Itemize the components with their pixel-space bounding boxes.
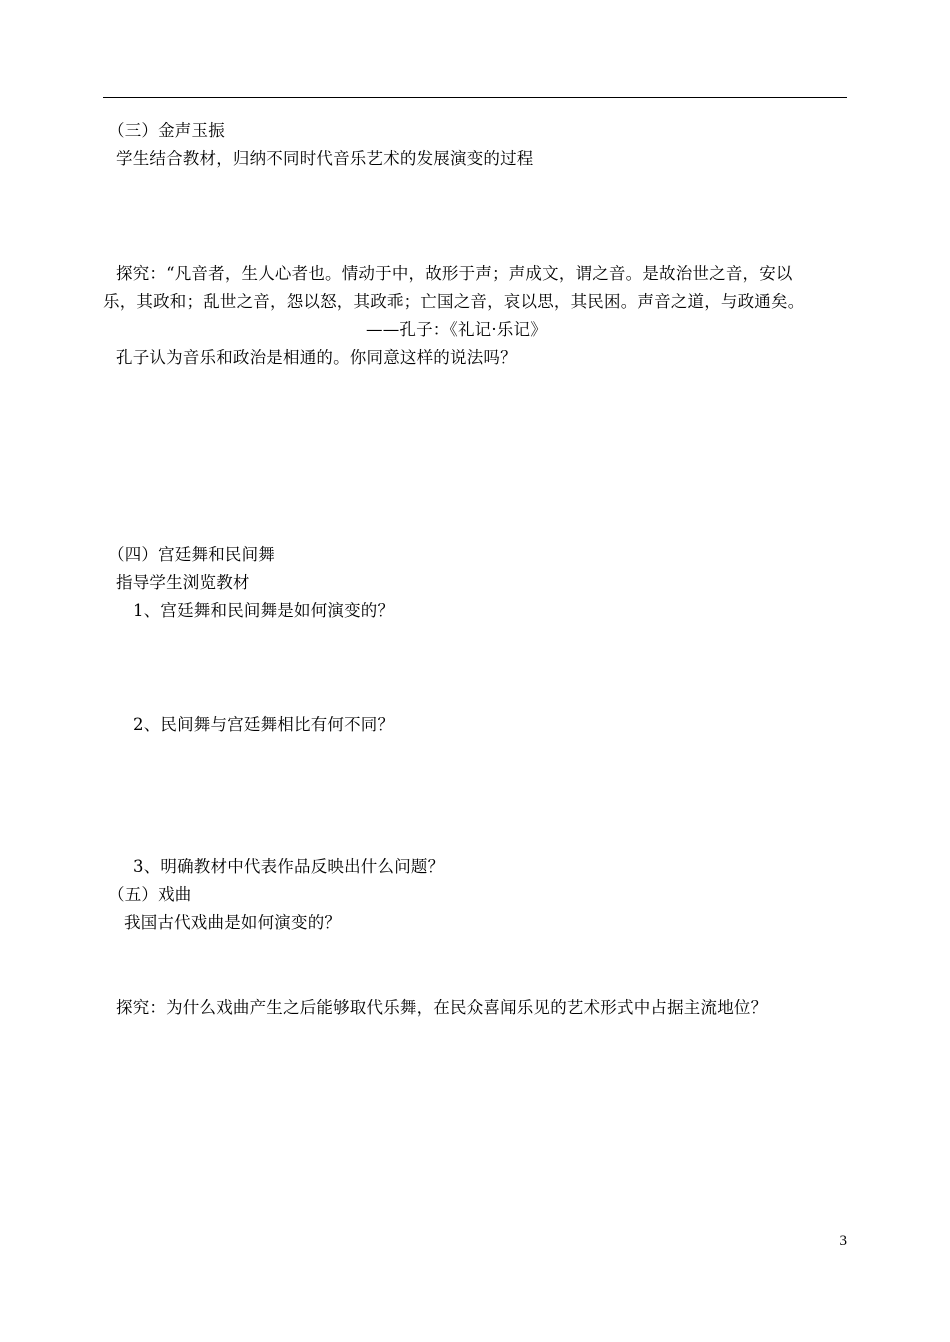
section-5-inquiry: 探究：为什么戏曲产生之后能够取代乐舞，在民众喜闻乐见的艺术形式中占据主流地位？: [116, 998, 768, 1017]
section-heading-5: （五）戏曲: [108, 885, 192, 904]
section-3-question: 孔子认为音乐和政治是相通的。你同意这样的说法吗？: [116, 348, 517, 367]
section-heading-4: （四）宫廷舞和民间舞: [108, 545, 275, 564]
section-4-question-1: 1、宫廷舞和民间舞是如何演变的？: [133, 601, 395, 620]
section-4-question-3: 3、明确教材中代表作品反映出什么问题？: [133, 857, 445, 876]
inquiry-quote-line-2: 乐，其政和；乱世之音，怨以怒，其政乖；亡国之音，哀以思，其民困。声音之道，与政通矣。: [103, 292, 805, 311]
page-number: 3: [839, 1233, 847, 1249]
header-rule: [103, 97, 847, 98]
quote-attribution: ——孔子：《礼记·乐记》: [366, 320, 547, 339]
inquiry-quote-line-1: 探究：“凡音者，生人心者也。情动于中，故形于声；声成文，谓之音。是故治世之音，安以: [116, 264, 793, 283]
section-4-question-2: 2、民间舞与宫廷舞相比有何不同？: [133, 715, 395, 734]
section-heading-3: （三）金声玉振: [108, 121, 225, 140]
section-3-instruction: 学生结合教材，归纳不同时代音乐艺术的发展演变的过程: [116, 149, 534, 168]
section-4-instruction: 指导学生浏览教材: [116, 573, 250, 592]
section-5-question: 我国古代戏曲是如何演变的？: [124, 913, 342, 932]
